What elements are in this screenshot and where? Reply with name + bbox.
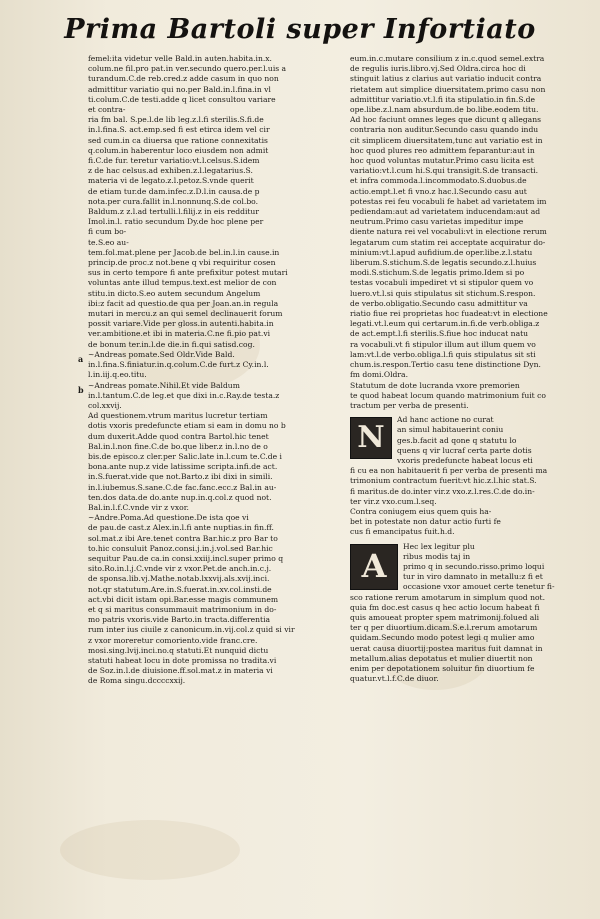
text-line: ver.ambitione.et ibi in materia.C.ne fi.pio pat.vi — [88, 329, 271, 339]
text-line: fi cum bo- — [88, 227, 127, 237]
text-line: Baldum.z z.l.ad tertulli.l.filij.z in eis redditur — [88, 207, 259, 217]
text-line: fi cu ea non habitauerit fi per verba de presenti ma — [350, 466, 548, 476]
text-line: bis.de episco.z cler.per Salic.late in.l.cum te.C.de i — [88, 451, 282, 461]
text-line: de act.empt.l.fi sterilis.S.fiue hoc inducat natu — [350, 329, 529, 339]
text-line: rum inter ius ciuile z canonicum.in.vij.col.z quid si vir — [88, 625, 295, 635]
text-line: an simul habitauerint coniu — [397, 425, 504, 435]
text-line: trimonium contractum fuerit:vt hic.z.l.hic stat.S. — [350, 476, 537, 486]
text-line: ribus modis taj in — [403, 551, 471, 561]
margin-mark-a: a — [78, 354, 84, 364]
text-line: contraria non auditur.Secundo casu quando indu — [350, 125, 539, 135]
text-line: Ad hanc actione no curat — [397, 415, 494, 425]
text-line: Statutum de dote lucranda vxore premorien — [350, 380, 520, 390]
text-line: admittitur variatio qui no.per Bald.in.l.fina.in vl — [88, 84, 271, 94]
text-line: quidam.Secundo modo potest legi q mulier amo — [350, 633, 535, 643]
text-line: sus in certo tempore fi ante prefixitur potest mutari — [88, 268, 288, 278]
text-line: sed cum.in ca diuersa que ratione connexitatis — [88, 135, 268, 145]
text-line: stitu.in dicto.S.eo autem secundum Angelum — [88, 288, 261, 298]
text-line: quis amoueat propter spem matrimonij.folued ali — [350, 612, 540, 622]
text-line: ~Andreas pomate.Sed Oldr.Vide Bald. — [88, 349, 235, 359]
left-text-column — [88, 54, 340, 687]
text-line: fi.C.de fur. teretur variatio:vt.l.celsus.S.idem — [88, 156, 260, 166]
text-line: stinguit latius z clarius aut variatio inducit contra — [350, 74, 542, 84]
text-line: de bonum ter.in.l.de die.in fi.qui satisd.cog. — [88, 339, 255, 349]
text-line: mosi.sing.lvij.inci.no.q statuti.Et nunquid dictu — [88, 645, 269, 655]
text-line: neutrum.Primo casu varietas impeditur impe — [350, 217, 524, 227]
text-line: ra vocabuli.vt fi stipulor illum aut illum quem vo — [350, 339, 536, 349]
text-line: quens q vir lucraf certa parte dotis — [397, 445, 532, 455]
text-line: uerat causa diuortij:postea maritus fuit damnat in — [350, 643, 543, 653]
text-line: not.qr statutum.Are.in.S.fuerat.in.xv.col.insti.de — [88, 584, 272, 594]
text-line: sol.mat.z ibi Are.tenet contra Bar.hic.z pro Bar to — [88, 533, 278, 543]
text-line: z vxor moreretur comoriento.vide franc.cre. — [88, 635, 258, 645]
text-line: sito.Ro.in.l.j.C.vnde vir z vxor.Pet.de anch.in.c.j. — [88, 564, 272, 574]
text-line: hoc quod plures reo admittem feparantur:aut in — [350, 145, 535, 155]
text-line: occasione vxor amouet certe tenetur fi- — [403, 582, 555, 592]
nihil-section — [350, 415, 592, 466]
text-line: voluntas ante illud tempus.text.est melior de con — [88, 278, 277, 288]
text-line: colum.ne fil.pro pat.in ver.secundo quero.per.l.uis a — [88, 64, 287, 74]
text-line: admittitur variatio.vt.l.fi ita stipulatio.in fin.S.de — [350, 94, 535, 104]
text-line: in.l.fina.S. act.emp.sed fi est etirca idem vel cir — [88, 125, 270, 135]
discum-section — [350, 542, 592, 685]
text-line: statuti habeat locu in dote promissa no tradita.vi — [88, 655, 277, 665]
text-line: z de hac celsus.ad exhiben.z.l.legatarius.S. — [88, 166, 253, 176]
text-line: lam:vt.l.de verbo.obliga.l.fi quis stipulatus sit sti — [350, 349, 536, 359]
text-line: tem.fol.mat.plene per Jacob.de bel.in.l.in cause.in — [88, 247, 280, 257]
text-line: ria fm bal. S.pe.l.de lib leg.z.l.fi sterilis.S.fi.de — [88, 115, 264, 125]
text-line: to.hic consuluit Panoz.consi.j.in.j.vol.sed Bar.hic — [88, 543, 273, 553]
text-line: Ad hoc faciunt omnes leges que dicunt q allegans — [350, 115, 541, 125]
text-line: potestas rei feu vocabuli fe habet ad varietatem im — [350, 196, 547, 206]
text-line: Imol.in.l. ratio secundum Dy.de hoc plene per — [88, 217, 264, 227]
text-line: Bal.in.l.f.C.vnde vir z vxor. — [88, 502, 189, 512]
text-line: minium:vt.l.apud aufidium.de oper.libe.z.l.statu — [350, 247, 533, 257]
text-line: cus fi emancipatus fuit.h.d. — [350, 527, 455, 537]
text-line: de Roma singu.dccccxxij. — [88, 676, 186, 686]
text-line: primo q in secundo.risso.primo loqui — [403, 561, 545, 571]
text-line: hoc quod voluntas mutatur.Primo casu licita est — [350, 156, 534, 166]
text-line: actio.empt.l.et fi vno.z hac.l.Secundo casu aut — [350, 186, 527, 196]
text-line: sequitur Pau.de ca.in consi.xxiij.incl.super primo q — [88, 553, 284, 563]
text-line: possit variare.Vide per gloss.in autenti.habita.in — [88, 319, 274, 329]
text-line: Ad questionem.vtrum maritus lucretur tertiam — [88, 411, 268, 421]
text-line: de Soz.in.l.de diuisione.ff.sol.mat.z in materia vi — [88, 666, 273, 676]
text-line: testas vocabuli impediret vt si stipulor quem vo — [350, 278, 534, 288]
text-line: in.l.fina.S.finiatur.in.q.colum.C.de furt.z Cy.in.l. — [88, 360, 269, 370]
text-line: ten.dos data.de do.ante nup.in.q.col.z quod not. — [88, 492, 272, 502]
text-line: in.l.iubemus.S.sane.C.de fac.fanc.ecc.z Bal.in au- — [88, 482, 277, 492]
text-line: de pau.de cast.z Alex.in.l.fi ante nuptias.in fin.ff. — [88, 523, 274, 533]
text-line: ~Andre.Poma.Ad questione.De ista qoe vi — [88, 513, 249, 523]
text-line: modi.S.stichum.S.de legatis primo.Idem si po — [350, 268, 525, 278]
text-line: tur in viro damnato in metallu:z fi et — [403, 572, 543, 582]
text-line: dum duxerit.Adde quod contra Bartol.hic tenet — [88, 431, 269, 441]
text-line: ti.colum.C.de testi.adde q licet consultou variare — [88, 94, 276, 104]
text-line: bona.ante nup.z vide latissime scripta.infi.de act. — [88, 462, 278, 472]
text-line: col.xxvij. — [88, 400, 122, 410]
text-line: pediendam:aut ad varietatem inducendam:aut ad — [350, 207, 541, 217]
margin-mark-b: b — [78, 385, 84, 395]
text-line: de sponsa.lib.vj.Mathe.notab.lxxvij.als.xvij.inci. — [88, 574, 270, 584]
text-line: ~Andreas pomate.Nihil.Et vide Baldum — [88, 380, 240, 390]
text-line: dotis vxoris predefuncte etiam si eam in domu no b — [88, 421, 286, 431]
text-line: ter vir.z vxo.cum.l.seq. — [350, 496, 437, 506]
text-line: l.in.iij.q.eo.titu. — [88, 370, 147, 380]
decorated-initial-n: N — [350, 417, 392, 459]
text-line: cit simplicem diuersitatem,tunc aut variatio est in — [350, 135, 543, 145]
text-line: diente natura rei vel vocabuli:vt in electione rerum — [350, 227, 547, 237]
decorated-initial-a: A — [350, 544, 398, 590]
text-line: in.S.fuerat.vide que not.Barto.z ibi dixi in simili. — [88, 472, 273, 482]
text-line: rietatem aut simplice diuersitatem.primo casu non — [350, 84, 546, 94]
text-line: fm domi.Oldra. — [350, 370, 408, 380]
text-line: turandum.C.de reb.cred.z adde casum in quo non — [88, 74, 279, 84]
text-line: ope.libe.z.l.nam absurdum.de bo.libe.eodem titu. — [350, 105, 539, 115]
text-line: sco ratione rerum amotarum in simplum quod not. — [350, 592, 545, 602]
text-line: de regulis iuris.libro.vj.Sed Oldra.circa hoc di — [350, 64, 526, 74]
text-line: variatio:vt.l.cum hi.S.qui transigit.S.de transacti. — [350, 166, 539, 176]
text-line: nota.per cura.fallit in.l.nonnunq.S.de col.bo. — [88, 196, 259, 206]
text-line: tractum per verba de presenti. — [350, 400, 469, 410]
right-column-part-3 — [350, 466, 592, 537]
text-line: mutari in mercu.z an qui semel declinauerit forum — [88, 309, 283, 319]
text-line: chum.is.respon.Tertio casu tene distinctione Dyn. — [350, 360, 541, 370]
text-line: enim per depotationem soluitur fin diuortium fe — [350, 663, 535, 673]
text-line: in.l.tantum.C.de leg.et que dixi in.c.Ray.de testa.z — [88, 390, 280, 400]
text-line: te.S.eo au- — [88, 237, 129, 247]
text-line: fi maritus.de do.inter vir.z vxo.z.l.res.C.de do.in- — [350, 486, 535, 496]
text-line: bet in potestate non datur actio furti fe — [350, 517, 501, 527]
text-line: eum.in.c.mutare consilium z in.c.quod semel.extra — [350, 54, 545, 63]
right-column-part-1 — [350, 54, 592, 411]
text-line: femel:ita videtur velle Bald.in auten.habita.in.x. — [88, 54, 272, 63]
right-text-column — [350, 54, 592, 684]
text-line: ter q per diuortium.dicam.S.e.l.rerum amotarum — [350, 623, 538, 633]
running-title: Prima Bartoli super Infortiato — [64, 14, 536, 45]
text-line: vxoris predefuncte habeat locus eti — [397, 455, 533, 465]
text-line: mo patris vxoris.vide Barto.in tracta.differentia — [88, 615, 271, 625]
text-line: quatur.vt.l.f.C.de diuor. — [350, 674, 439, 684]
text-line: quia fm doc.est casus q hec actio locum habeat fi — [350, 602, 540, 612]
text-line: et q si maritus consummauit matrimonium in do- — [88, 604, 277, 614]
text-line: liberum.S.stichum.S.de legatis secundo.z.l.huius — [350, 258, 537, 268]
foxing-stain — [60, 820, 240, 880]
text-line: luero.vt.l.si quis stipulatus sit stichum.S.respon. — [350, 288, 536, 298]
text-line: Contra coniugem eius quem quis ha- — [350, 506, 492, 516]
text-line: legatarum cum statim rei acceptate acquiratur do- — [350, 237, 546, 247]
text-line: Hec lex legitur plu — [403, 541, 475, 551]
text-line: legati.vt.l.eum qui certarum.in.fi.de verb.obliga.z — [350, 319, 540, 329]
text-line: metallum.alias depotatus et mulier diuertit non — [350, 653, 533, 663]
text-line: q.colum.in haberentur loco eiusdem non admit — [88, 145, 269, 155]
text-line: materia vi de legato.z.l.petoz.S.vnde querit — [88, 176, 254, 186]
text-line: princip.de proc.z not.bene q vbi requiritur cosen — [88, 258, 276, 268]
text-line: de verbo.obligatio.Secundo casu admittitur va — [350, 298, 528, 308]
text-line: te quod habeat locum quando matrimonium fuit co — [350, 390, 546, 400]
text-line: et contra- — [88, 105, 126, 115]
text-line: Bal.in.l.non fine.C.de bo.que liber.z in.l.no de o — [88, 441, 268, 451]
text-line: ges.b.facit ad qone q statutu lo — [397, 435, 517, 445]
text-line: ibi:z facit ad questio.de qua per Joan.an.in regula — [88, 298, 279, 308]
text-line: riatio fiue rei proprietas hoc fuadeat:vt in electione — [350, 309, 548, 319]
text-line: de etiam tur.de dam.infec.z.D.l.in causa.de p — [88, 186, 260, 196]
text-line: act.vbi dicit istam opi.Bar.esse magis communem — [88, 594, 279, 604]
text-line: et infra commoda.l.incommodato.S.duobus.de — [350, 176, 527, 186]
